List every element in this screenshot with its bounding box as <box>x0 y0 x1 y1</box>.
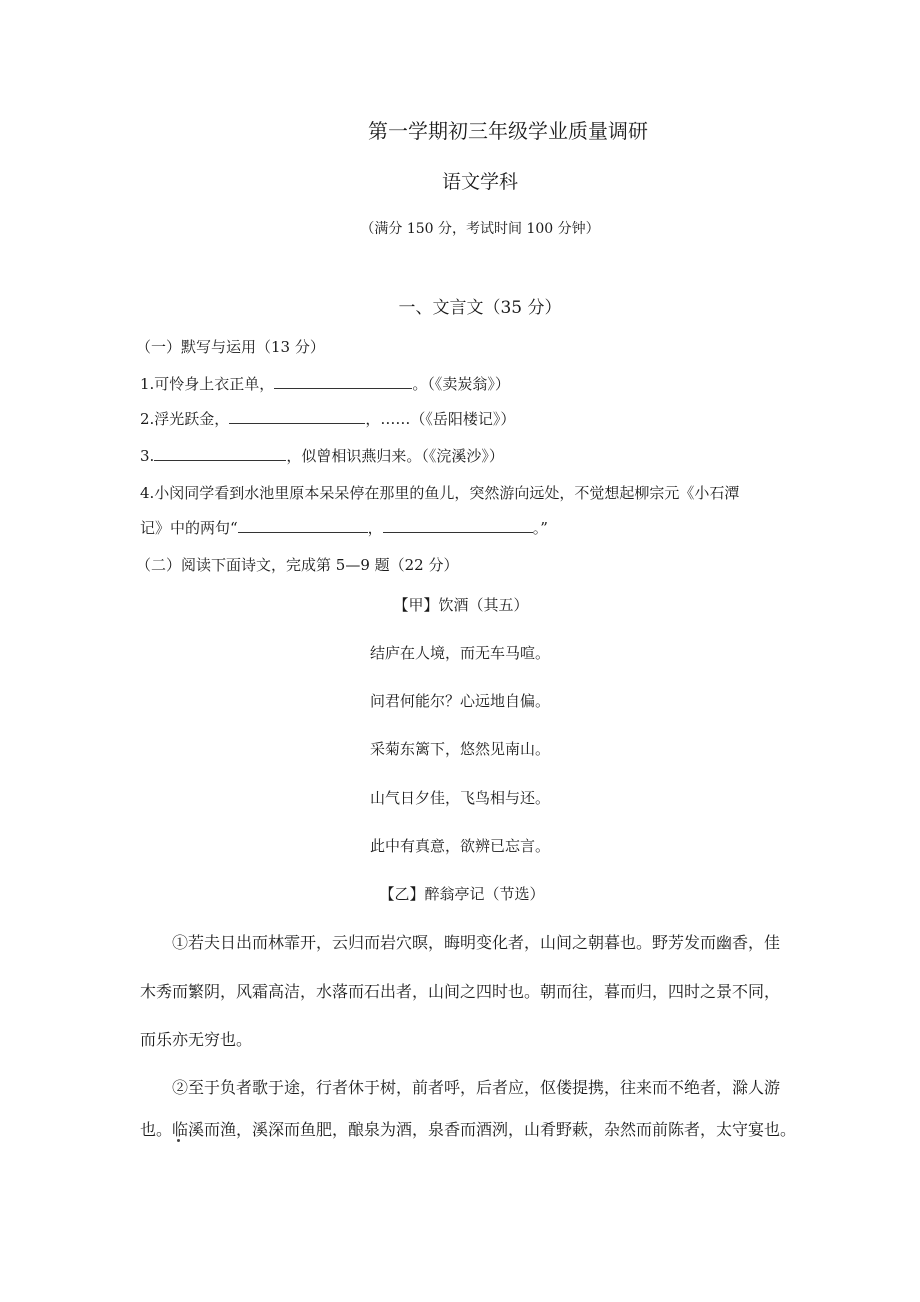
answer-blank-1[interactable] <box>274 374 412 389</box>
poem-line: 此中有真意，欲辨已忘言。 <box>369 837 550 855</box>
prose-paragraph-2-line-1: ②至于负者歌于途，行者休于树，前者呼，后者应，伛偻提携，往来而不绝者，滁人游 <box>172 1078 781 1097</box>
question-3-text: ，似曾相识燕归来。（《浣溪沙》） <box>286 447 504 465</box>
question-4-suffix: 。” <box>532 519 548 537</box>
stray-dot-mark <box>177 1139 180 1142</box>
answer-blank-4b[interactable] <box>383 518 533 533</box>
question-3 <box>140 446 504 466</box>
exam-title: 第一学期初三年级学业质量调研 <box>368 119 648 143</box>
poem-line: 问君何能尔？心远地自偏。 <box>369 692 550 710</box>
question-1-text: 1.可怜身上衣正单， <box>140 375 275 393</box>
question-1 <box>140 374 510 394</box>
question-4-prefix: 记》中的两句“ <box>140 519 238 537</box>
question-4-line-1: 4.小闵同学看到水池里原本呆呆停在那里的鱼儿，突然游向远处，不觉想起柳宗元《小石潭 <box>140 484 740 502</box>
question-1-source: 。（《卖炭翁》） <box>412 375 510 393</box>
answer-blank-2[interactable] <box>229 409 365 424</box>
prose-title: 【乙】醉翁亭记（节选） <box>379 885 545 903</box>
poem-line: 山气日夕佳，飞鸟相与还。 <box>369 789 550 807</box>
part2-heading: （二）阅读下面诗文，完成第 5—9 题（22 分） <box>136 556 459 574</box>
question-2-source: ，……（《岳阳楼记》） <box>365 410 516 428</box>
question-3-number: 3. <box>140 447 155 465</box>
question-2-text: 2.浮光跃金， <box>140 410 230 428</box>
prose-paragraph-1-line-2: 木秀而繁阴，风霜高洁，水落而石出者，山间之四时也。朝而往，暮而归，四时之景不同， <box>140 982 781 1001</box>
part1-heading: （一）默写与运用（13 分） <box>136 338 325 356</box>
question-4-line-2 <box>140 518 548 538</box>
poem-line: 结庐在人境，而无车马喧。 <box>369 644 550 662</box>
section-title: 一、文言文（35 分） <box>398 298 562 318</box>
answer-blank-3[interactable] <box>154 446 286 461</box>
subject-title: 语文学科 <box>441 171 518 193</box>
answer-blank-4a[interactable] <box>238 518 368 533</box>
prose-paragraph-2-line-2: 也。临溪而渔，溪深而鱼肥，酿泉为酒，泉香而酒洌，山肴野蔌，杂然而前陈者，太守宴也。 <box>140 1120 797 1139</box>
prose-paragraph-1-line-3: 而乐亦无穷也。 <box>140 1030 253 1049</box>
prose-paragraph-1-line-1: ①若夫日出而林霏开，云归而岩穴暝，晦明变化者，山间之朝暮也。野芳发而幽香，佳 <box>172 933 781 952</box>
poem-line: 采菊东篱下，悠然见南山。 <box>369 740 550 758</box>
poem-title: 【甲】饮酒（其五） <box>393 596 529 614</box>
question-2 <box>140 409 515 429</box>
question-4-comma: ， <box>367 519 383 537</box>
exam-note: （满分 150 分，考试时间 100 分钟） <box>360 221 600 237</box>
